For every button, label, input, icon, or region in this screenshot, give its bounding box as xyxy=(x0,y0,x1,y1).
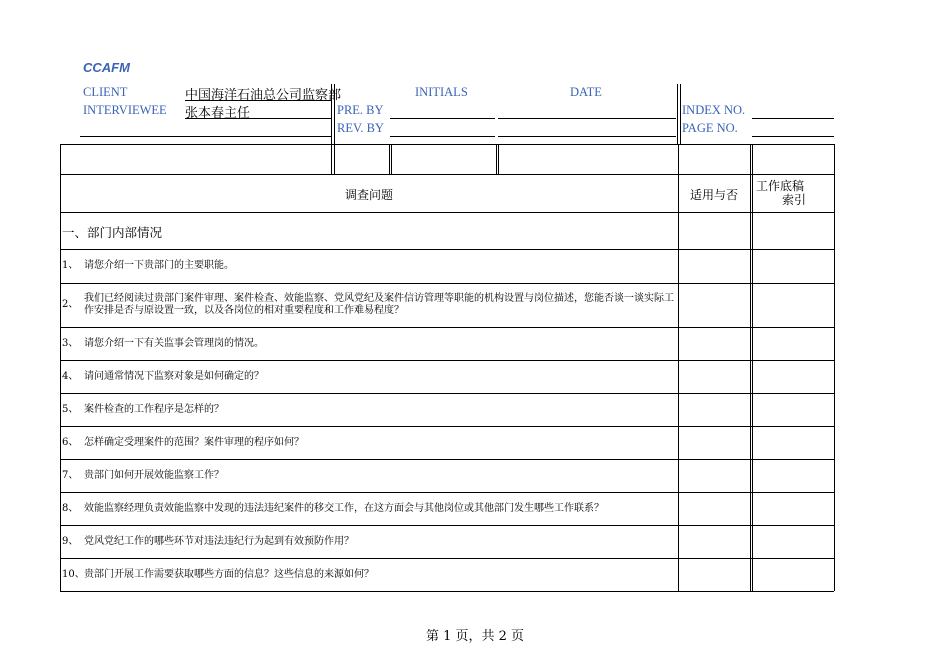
row-question: 怎样确定受理案件的范围？案件审理的程序如何？ xyxy=(84,437,304,448)
client-value: 中国海洋石油总公司监察部 xyxy=(185,88,342,103)
column-header-workpaper xyxy=(752,179,834,207)
table-right-border xyxy=(834,144,835,591)
column-header-applicable: 适用与否 xyxy=(689,188,738,202)
table-left-border xyxy=(60,144,61,591)
table-bottom-border xyxy=(60,591,834,592)
row-number: 9、 xyxy=(62,536,79,547)
pre-by-date-underline xyxy=(498,118,676,119)
row-question: 案件检查的工作程序是怎样的？ xyxy=(84,404,224,415)
header-divider-left-b xyxy=(334,84,335,174)
page-no-label: PAGE NO. xyxy=(682,121,738,135)
table-row-line xyxy=(60,174,834,175)
header-divider-left-a xyxy=(331,84,332,174)
index-no-label: INDEX NO. xyxy=(682,103,746,117)
row-question: 请问通常情况下监察对象是如何确定的？ xyxy=(84,371,264,382)
table-row-line xyxy=(60,459,834,460)
table-row-line xyxy=(60,492,834,493)
row-question: 效能监察经理负责效能监察中发现的违法违纪案件的移交工作，在这方面会与其他岗位或其他部门发生哪些工作联系？ xyxy=(84,503,604,514)
rev-by-date-underline xyxy=(498,136,676,137)
column-header-workpaper-line1: 工作底稿 xyxy=(756,179,805,193)
table-col-divider xyxy=(678,144,679,591)
row-question: 党风党纪工作的哪些环节对违法违纪行为起到有效预防作用？ xyxy=(84,536,354,547)
table-row-line xyxy=(60,525,834,526)
page-no-underline xyxy=(752,136,834,137)
table-row-line xyxy=(60,360,834,361)
row-number: 3、 xyxy=(62,338,79,349)
row-number: 7、 xyxy=(62,470,79,481)
row-question: 请您介绍一下有关监事会管理岗的情况。 xyxy=(84,338,264,349)
index-no-underline xyxy=(752,118,834,119)
table-top-cell-divider xyxy=(391,144,392,174)
rev-by-label: REV. BY xyxy=(337,121,385,135)
section-title: 一、部门内部情况 xyxy=(62,225,163,240)
table-top-cell-divider xyxy=(389,144,390,174)
header-bottom-rule xyxy=(80,136,332,137)
table-col-divider xyxy=(752,144,753,591)
table-row-line xyxy=(60,426,834,427)
interviewee-label: INTERVIEWEE xyxy=(83,103,167,117)
row-question: 我们已经阅读过贵部门案件审理、案件检查、效能监察、党风党纪及案件信访管理等职能的机构设置与岗位描述，您能否谈一谈实际工作安排是否与原设置一致，以及各岗位的相对重要程度和工作难易程度？ xyxy=(84,293,674,316)
table-top-cell-divider xyxy=(498,144,499,174)
row-number: 5、 xyxy=(62,404,79,415)
row-number: 10、 xyxy=(62,569,85,580)
header-divider-right-a xyxy=(677,84,678,144)
header-divider-right-b xyxy=(680,84,681,144)
row-question: 贵部门如何开展效能监察工作？ xyxy=(84,470,224,481)
table-row-line xyxy=(60,249,834,250)
row-number: 4、 xyxy=(62,371,79,382)
column-header-question: 调查问题 xyxy=(344,188,393,202)
row-number: 2、 xyxy=(62,299,79,310)
table-row-line xyxy=(60,558,834,559)
table-top-cell-divider xyxy=(496,144,497,174)
pre-by-label: PRE. BY xyxy=(337,103,384,117)
page-footer: 第 1 页，共 2 页 xyxy=(425,629,525,644)
initials-label: INITIALS xyxy=(415,85,468,99)
client-underline xyxy=(185,100,332,101)
table-row-line xyxy=(60,327,834,328)
rev-by-underline xyxy=(390,136,495,137)
table-row-line xyxy=(60,212,834,213)
interviewee-value: 张本春主任 xyxy=(185,106,251,121)
row-number: 1、 xyxy=(62,260,79,271)
client-label: CLIENT xyxy=(83,85,128,99)
pre-by-underline xyxy=(390,118,495,119)
row-number: 6、 xyxy=(62,437,79,448)
table-top-border xyxy=(60,144,834,145)
column-header-workpaper-line2: 索引 xyxy=(782,193,807,207)
row-number: 8、 xyxy=(62,503,79,514)
table-col-divider xyxy=(750,144,751,591)
table-row-line xyxy=(60,393,834,394)
row-question: 贵部门开展工作需要获取哪些方面的信息？这些信息的来源如何？ xyxy=(84,569,374,580)
row-question: 请您介绍一下贵部门的主要职能。 xyxy=(84,260,234,271)
table-row-line xyxy=(60,283,834,284)
logo: CCAFM xyxy=(83,60,130,75)
date-label: DATE xyxy=(570,85,602,99)
interviewee-underline xyxy=(185,118,332,119)
